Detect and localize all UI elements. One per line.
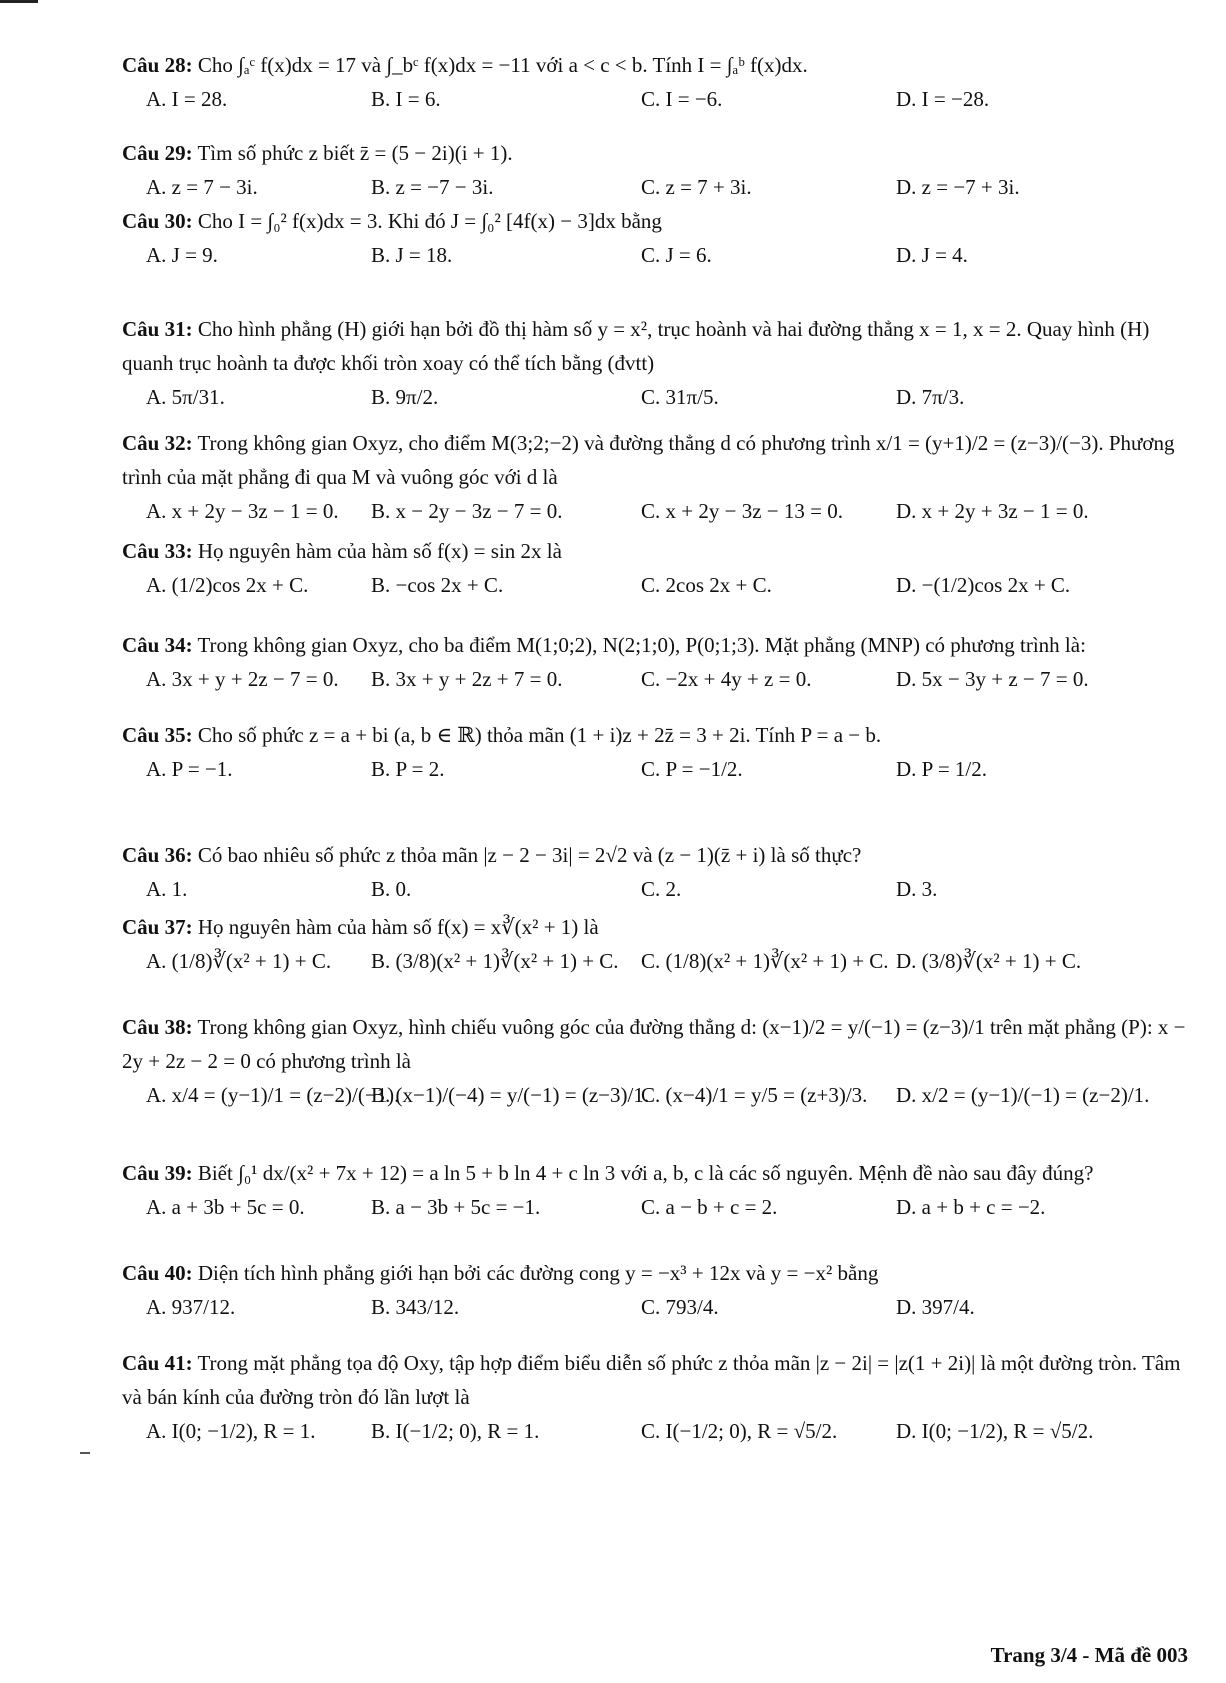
question-31 — [122, 312, 1190, 414]
question-text: Họ nguyên hàm của hàm số f(x) = x∛(x² + 1) là — [197, 915, 599, 939]
answer-option-c[interactable]: C. 2. — [641, 877, 682, 901]
answer-options — [122, 1414, 1190, 1448]
question-stem — [122, 1256, 1190, 1290]
question-stem — [122, 1346, 1190, 1414]
answer-option-b[interactable]: B. 3x + y + 2z + 7 = 0. — [371, 667, 563, 691]
answer-options — [122, 170, 1190, 204]
answer-option-c[interactable]: C. (1/8)(x² + 1)∛(x² + 1) + C. — [641, 949, 889, 973]
question-stem — [122, 48, 1190, 82]
answer-option-a[interactable]: A. 1. — [146, 877, 188, 901]
answer-options — [122, 872, 1190, 906]
answer-option-d[interactable]: D. I = −28. — [896, 87, 990, 111]
question-text: Tìm số phức z biết z̄ = (5 − 2i)(i + 1). — [197, 141, 513, 165]
question-stem — [122, 1156, 1190, 1190]
answer-option-b[interactable]: B. x − 2y − 3z − 7 = 0. — [371, 499, 563, 523]
answer-option-d[interactable]: D. −(1/2)cos 2x + C. — [896, 573, 1071, 597]
question-33 — [122, 534, 1190, 602]
answer-option-d[interactable]: D. 3. — [896, 877, 938, 901]
question-41 — [122, 1346, 1190, 1448]
answer-option-b[interactable]: B. a − 3b + 5c = −1. — [371, 1195, 541, 1219]
answer-option-a[interactable]: A. I = 28. — [146, 87, 228, 111]
answer-option-d[interactable]: D. 5x − 3y + z − 7 = 0. — [896, 667, 1089, 691]
answer-option-a[interactable]: A. 937/12. — [146, 1295, 236, 1319]
question-text: Cho I = ∫₀² f(x)dx = 3. Khi đó J = ∫₀² [4f(x) − 3]dx bằng — [197, 209, 662, 233]
answer-option-d[interactable]: D. x + 2y + 3z − 1 = 0. — [896, 499, 1089, 523]
question-stem — [122, 312, 1190, 380]
answer-options — [122, 944, 1190, 978]
question-text: Cho số phức z = a + bi (a, b ∈ ℝ) thỏa mãn (1 + i)z + 2z̄ = 3 + 2i. Tính P = a − b. — [197, 723, 882, 747]
question-stem — [122, 426, 1190, 494]
answer-options — [122, 568, 1190, 602]
question-29 — [122, 136, 1190, 204]
question-stem — [122, 204, 1190, 238]
answer-option-a[interactable]: A. I(0; −1/2), R = 1. — [146, 1419, 316, 1443]
answer-option-d[interactable]: D. I(0; −1/2), R = √5/2. — [896, 1419, 1094, 1443]
answer-option-d[interactable]: D. 7π/3. — [896, 385, 965, 409]
answer-options — [122, 494, 1190, 528]
question-label: Câu 38: — [122, 1015, 193, 1039]
question-stem — [122, 534, 1190, 568]
question-30 — [122, 204, 1190, 272]
answer-option-a[interactable]: A. P = −1. — [146, 757, 233, 781]
answer-options — [122, 752, 1190, 786]
question-37 — [122, 910, 1190, 978]
question-text: Diện tích hình phẳng giới hạn bởi các đường cong y = −x³ + 12x và y = −x² bằng — [197, 1261, 879, 1285]
answer-option-d[interactable]: D. J = 4. — [896, 243, 968, 267]
question-40 — [122, 1256, 1190, 1324]
question-label: Câu 35: — [122, 723, 193, 747]
answer-option-c[interactable]: C. (x−4)/1 = y/5 = (z+3)/3. — [641, 1083, 868, 1107]
question-label: Câu 29: — [122, 141, 193, 165]
answer-option-a[interactable]: A. 5π/31. — [146, 385, 225, 409]
answer-option-a[interactable]: A. x/4 = (y−1)/1 = (z−2)/(−1). — [146, 1083, 400, 1107]
question-text: Họ nguyên hàm của hàm số f(x) = sin 2x là — [197, 539, 562, 563]
answer-option-d[interactable]: D. z = −7 + 3i. — [896, 175, 1020, 199]
question-text: Có bao nhiêu số phức z thỏa mãn |z − 2 − 3i| = 2√2 và (z − 1)(z̄ + i) là số thực? — [197, 843, 862, 867]
answer-option-a[interactable]: A. a + 3b + 5c = 0. — [146, 1195, 305, 1219]
question-stem — [122, 628, 1190, 662]
answer-options — [122, 380, 1190, 414]
question-stem — [122, 718, 1190, 752]
answer-option-a[interactable]: A. J = 9. — [146, 243, 218, 267]
question-label: Câu 32: — [122, 431, 193, 455]
answer-option-a[interactable]: A. (1/8)∛(x² + 1) + C. — [146, 949, 332, 973]
question-32 — [122, 426, 1190, 528]
question-label: Câu 33: — [122, 539, 193, 563]
answer-option-d[interactable]: D. (3/8)∛(x² + 1) + C. — [896, 949, 1082, 973]
question-34 — [122, 628, 1190, 696]
question-text: Biết ∫₀¹ dx/(x² + 7x + 12) = a ln 5 + b ln 4 + c ln 3 với a, b, c là các số nguyên. Mệnh đề nào sau đây đúng? — [197, 1161, 1094, 1185]
question-label: Câu 31: — [122, 317, 193, 341]
question-label: Câu 37: — [122, 915, 193, 939]
stray-mark — [80, 1452, 90, 1454]
question-stem — [122, 910, 1190, 944]
answer-option-a[interactable]: A. (1/2)cos 2x + C. — [146, 573, 309, 597]
answer-option-b[interactable]: B. J = 18. — [371, 243, 453, 267]
question-stem — [122, 136, 1190, 170]
answer-option-b[interactable]: B. 343/12. — [371, 1295, 460, 1319]
question-text: Trong mặt phẳng tọa độ Oxy, tập hợp điểm biểu diễn số phức z thỏa mãn |z − 2i| = |z(1 + 2i)| là một đường tròn. Tâm và bán kính của đường tròn đó lần lượt là — [122, 1351, 1181, 1409]
answer-option-b[interactable]: B. I = 6. — [371, 87, 441, 111]
answer-option-b[interactable]: B. 9π/2. — [371, 385, 439, 409]
answer-options — [122, 238, 1190, 272]
answer-option-b[interactable]: B. 0. — [371, 877, 412, 901]
question-label: Câu 36: — [122, 843, 193, 867]
answer-option-c[interactable]: C. J = 6. — [641, 243, 712, 267]
question-stem — [122, 838, 1190, 872]
question-36 — [122, 838, 1190, 906]
answer-option-c[interactable]: C. I(−1/2; 0), R = √5/2. — [641, 1419, 838, 1443]
answer-option-b[interactable]: B. I(−1/2; 0), R = 1. — [371, 1419, 540, 1443]
answer-option-b[interactable]: B. (3/8)(x² + 1)∛(x² + 1) + C. — [371, 949, 619, 973]
answer-option-c[interactable]: C. a − b + c = 2. — [641, 1195, 778, 1219]
question-39 — [122, 1156, 1190, 1224]
answer-option-c[interactable]: C. −2x + 4y + z = 0. — [641, 667, 812, 691]
answer-options — [122, 1290, 1190, 1324]
answer-option-b[interactable]: B. (x−1)/(−4) = y/(−1) = (z−3)/1. — [371, 1083, 650, 1107]
answer-options — [122, 82, 1190, 116]
answer-option-c[interactable]: C. P = −1/2. — [641, 757, 743, 781]
answer-option-c[interactable]: C. z = 7 + 3i. — [641, 175, 752, 199]
corner-mark — [0, 0, 38, 3]
answer-option-c[interactable]: C. 793/4. — [641, 1295, 719, 1319]
question-text: Trong không gian Oxyz, cho ba điểm M(1;0;2), N(2;1;0), P(0;1;3). Mặt phẳng (MNP) có phương trình là: — [197, 633, 1086, 657]
answer-option-d[interactable]: D. P = 1/2. — [896, 757, 987, 781]
answer-options — [122, 662, 1190, 696]
answer-option-d[interactable]: D. a + b + c = −2. — [896, 1195, 1046, 1219]
answer-option-d[interactable]: D. x/2 = (y−1)/(−1) = (z−2)/1. — [896, 1083, 1150, 1107]
question-28 — [122, 48, 1190, 116]
answer-option-b[interactable]: B. P = 2. — [371, 757, 445, 781]
answer-option-d[interactable]: D. 397/4. — [896, 1295, 975, 1319]
question-text: Trong không gian Oxyz, hình chiếu vuông góc của đường thẳng d: (x−1)/2 = y/(−1) = (z−3)/1 trên mặt phẳng (P): x − 2y + 2z − 2 = 0 có phương trình là — [122, 1015, 1186, 1073]
question-38 — [122, 1010, 1190, 1112]
question-label: Câu 39: — [122, 1161, 193, 1185]
question-label: Câu 30: — [122, 209, 193, 233]
answer-option-c[interactable]: C. I = −6. — [641, 87, 723, 111]
answer-options — [122, 1190, 1190, 1224]
page-footer: Trang 3/4 - Mã đề 003 — [990, 1643, 1188, 1667]
question-label: Câu 41: — [122, 1351, 193, 1375]
answer-option-c[interactable]: C. x + 2y − 3z − 13 = 0. — [641, 499, 843, 523]
question-stem — [122, 1010, 1190, 1078]
answer-option-c[interactable]: C. 2cos 2x + C. — [641, 573, 772, 597]
answer-option-c[interactable]: C. 31π/5. — [641, 385, 719, 409]
answer-option-b[interactable]: B. −cos 2x + C. — [371, 573, 504, 597]
question-text: Cho ∫ₐᶜ f(x)dx = 17 và ∫_bᶜ f(x)dx = −11 với a < c < b. Tính I = ∫ₐᵇ f(x)dx. — [197, 53, 808, 77]
answer-option-a[interactable]: A. x + 2y − 3z − 1 = 0. — [146, 499, 339, 523]
answer-option-a[interactable]: A. 3x + y + 2z − 7 = 0. — [146, 667, 339, 691]
answer-option-a[interactable]: A. z = 7 − 3i. — [146, 175, 258, 199]
question-label: Câu 34: — [122, 633, 193, 657]
question-label: Câu 40: — [122, 1261, 193, 1285]
question-35 — [122, 718, 1190, 786]
answer-option-b[interactable]: B. z = −7 − 3i. — [371, 175, 494, 199]
answer-options — [122, 1078, 1190, 1112]
question-label: Câu 28: — [122, 53, 193, 77]
question-text: Trong không gian Oxyz, cho điểm M(3;2;−2) và đường thẳng d có phương trình x/1 = (y+1)/2 = (z−3)/(−3). Phương trình của mặt phẳng đi qua M và vuông góc với d là — [122, 431, 1175, 489]
question-text: Cho hình phẳng (H) giới hạn bởi đồ thị hàm số y = x², trục hoành và hai đường thẳng x = 1, x = 2. Quay hình (H) quanh trục hoành ta được khối tròn xoay có thể tích bằng (đvtt) — [122, 317, 1150, 375]
